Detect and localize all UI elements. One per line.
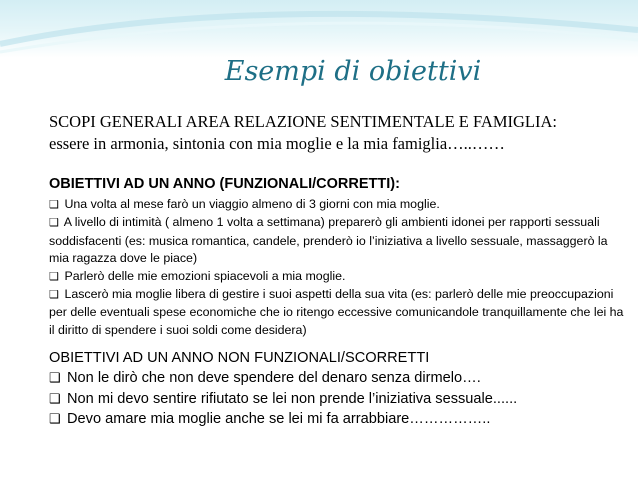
- list-item-text: Parlerò delle mie emozioni spiacevoli a mia moglie.: [61, 268, 346, 283]
- checkbox-bullet-icon: ❑: [49, 411, 61, 426]
- dysfunctional-goals-list: [49, 368, 629, 430]
- list-item-text: Non mi devo sentire rifiutato se lei non prende l’iniziativa sessuale......: [67, 390, 518, 407]
- list-item: [49, 389, 629, 410]
- list-item-text: Lascerò mia moglie libera di gestire i suoi aspetti della sua vita (es: parlerò delle mie preoccupazioni per delle eventuali spese economiche che io ritengo eccessive comunicandole tranquillamente che lei ha il diritto di spendere i suoi soldi come desidera): [49, 287, 624, 337]
- list-item: [49, 286, 629, 339]
- list-item-text: Devo amare mia moglie anche se lei mi fa arrabbiare……………..: [67, 411, 491, 427]
- list-item-text: A livello di intimità ( almeno 1 volta a settimana) preparerò gli ambienti idonei per rapporti sessuali soddisfacenti (es: musica romantica, candele, prenderò io l’iniziativa a livello sessuale, massaggerò la mia ragazza dove le piace): [49, 215, 608, 266]
- checkbox-bullet-icon: ❑: [49, 270, 59, 283]
- list-item-text: Non le dirò che non deve spendere del denaro senza dirmelo….: [67, 370, 481, 386]
- checkbox-bullet-icon: ❑: [49, 199, 59, 211]
- wave-decoration: [0, 0, 638, 60]
- list-item: [49, 268, 629, 286]
- functional-goals-list: [49, 196, 629, 339]
- list-item: [49, 196, 629, 214]
- list-item: [49, 214, 629, 267]
- slide-title: Esempi di obiettivi: [224, 56, 482, 87]
- list-item: [49, 409, 629, 430]
- checkbox-bullet-icon: ❑: [49, 217, 59, 230]
- checkbox-bullet-icon: ❑: [49, 289, 59, 302]
- list-item: [49, 368, 629, 389]
- functional-goals-heading: OBIETTIVI AD UN ANNO (FUNZIONALI/CORRETTI):: [49, 176, 400, 192]
- general-goals-line-2: essere in armonia, sintonia con mia moglie e la mia famiglia…..……: [49, 134, 505, 153]
- list-item-text: Una volta al mese farò un viaggio almeno di 3 giorni con mia moglie.: [61, 197, 440, 211]
- general-goals-line-1: SCOPI GENERALI AREA RELAZIONE SENTIMENTALE E FAMIGLIA:: [49, 112, 558, 131]
- general-goals: [49, 111, 619, 155]
- checkbox-bullet-icon: ❑: [49, 370, 61, 385]
- dysfunctional-goals-heading: OBIETTIVI AD UN ANNO NON FUNZIONALI/SCORRETTI: [49, 350, 430, 366]
- checkbox-bullet-icon: ❑: [49, 390, 61, 406]
